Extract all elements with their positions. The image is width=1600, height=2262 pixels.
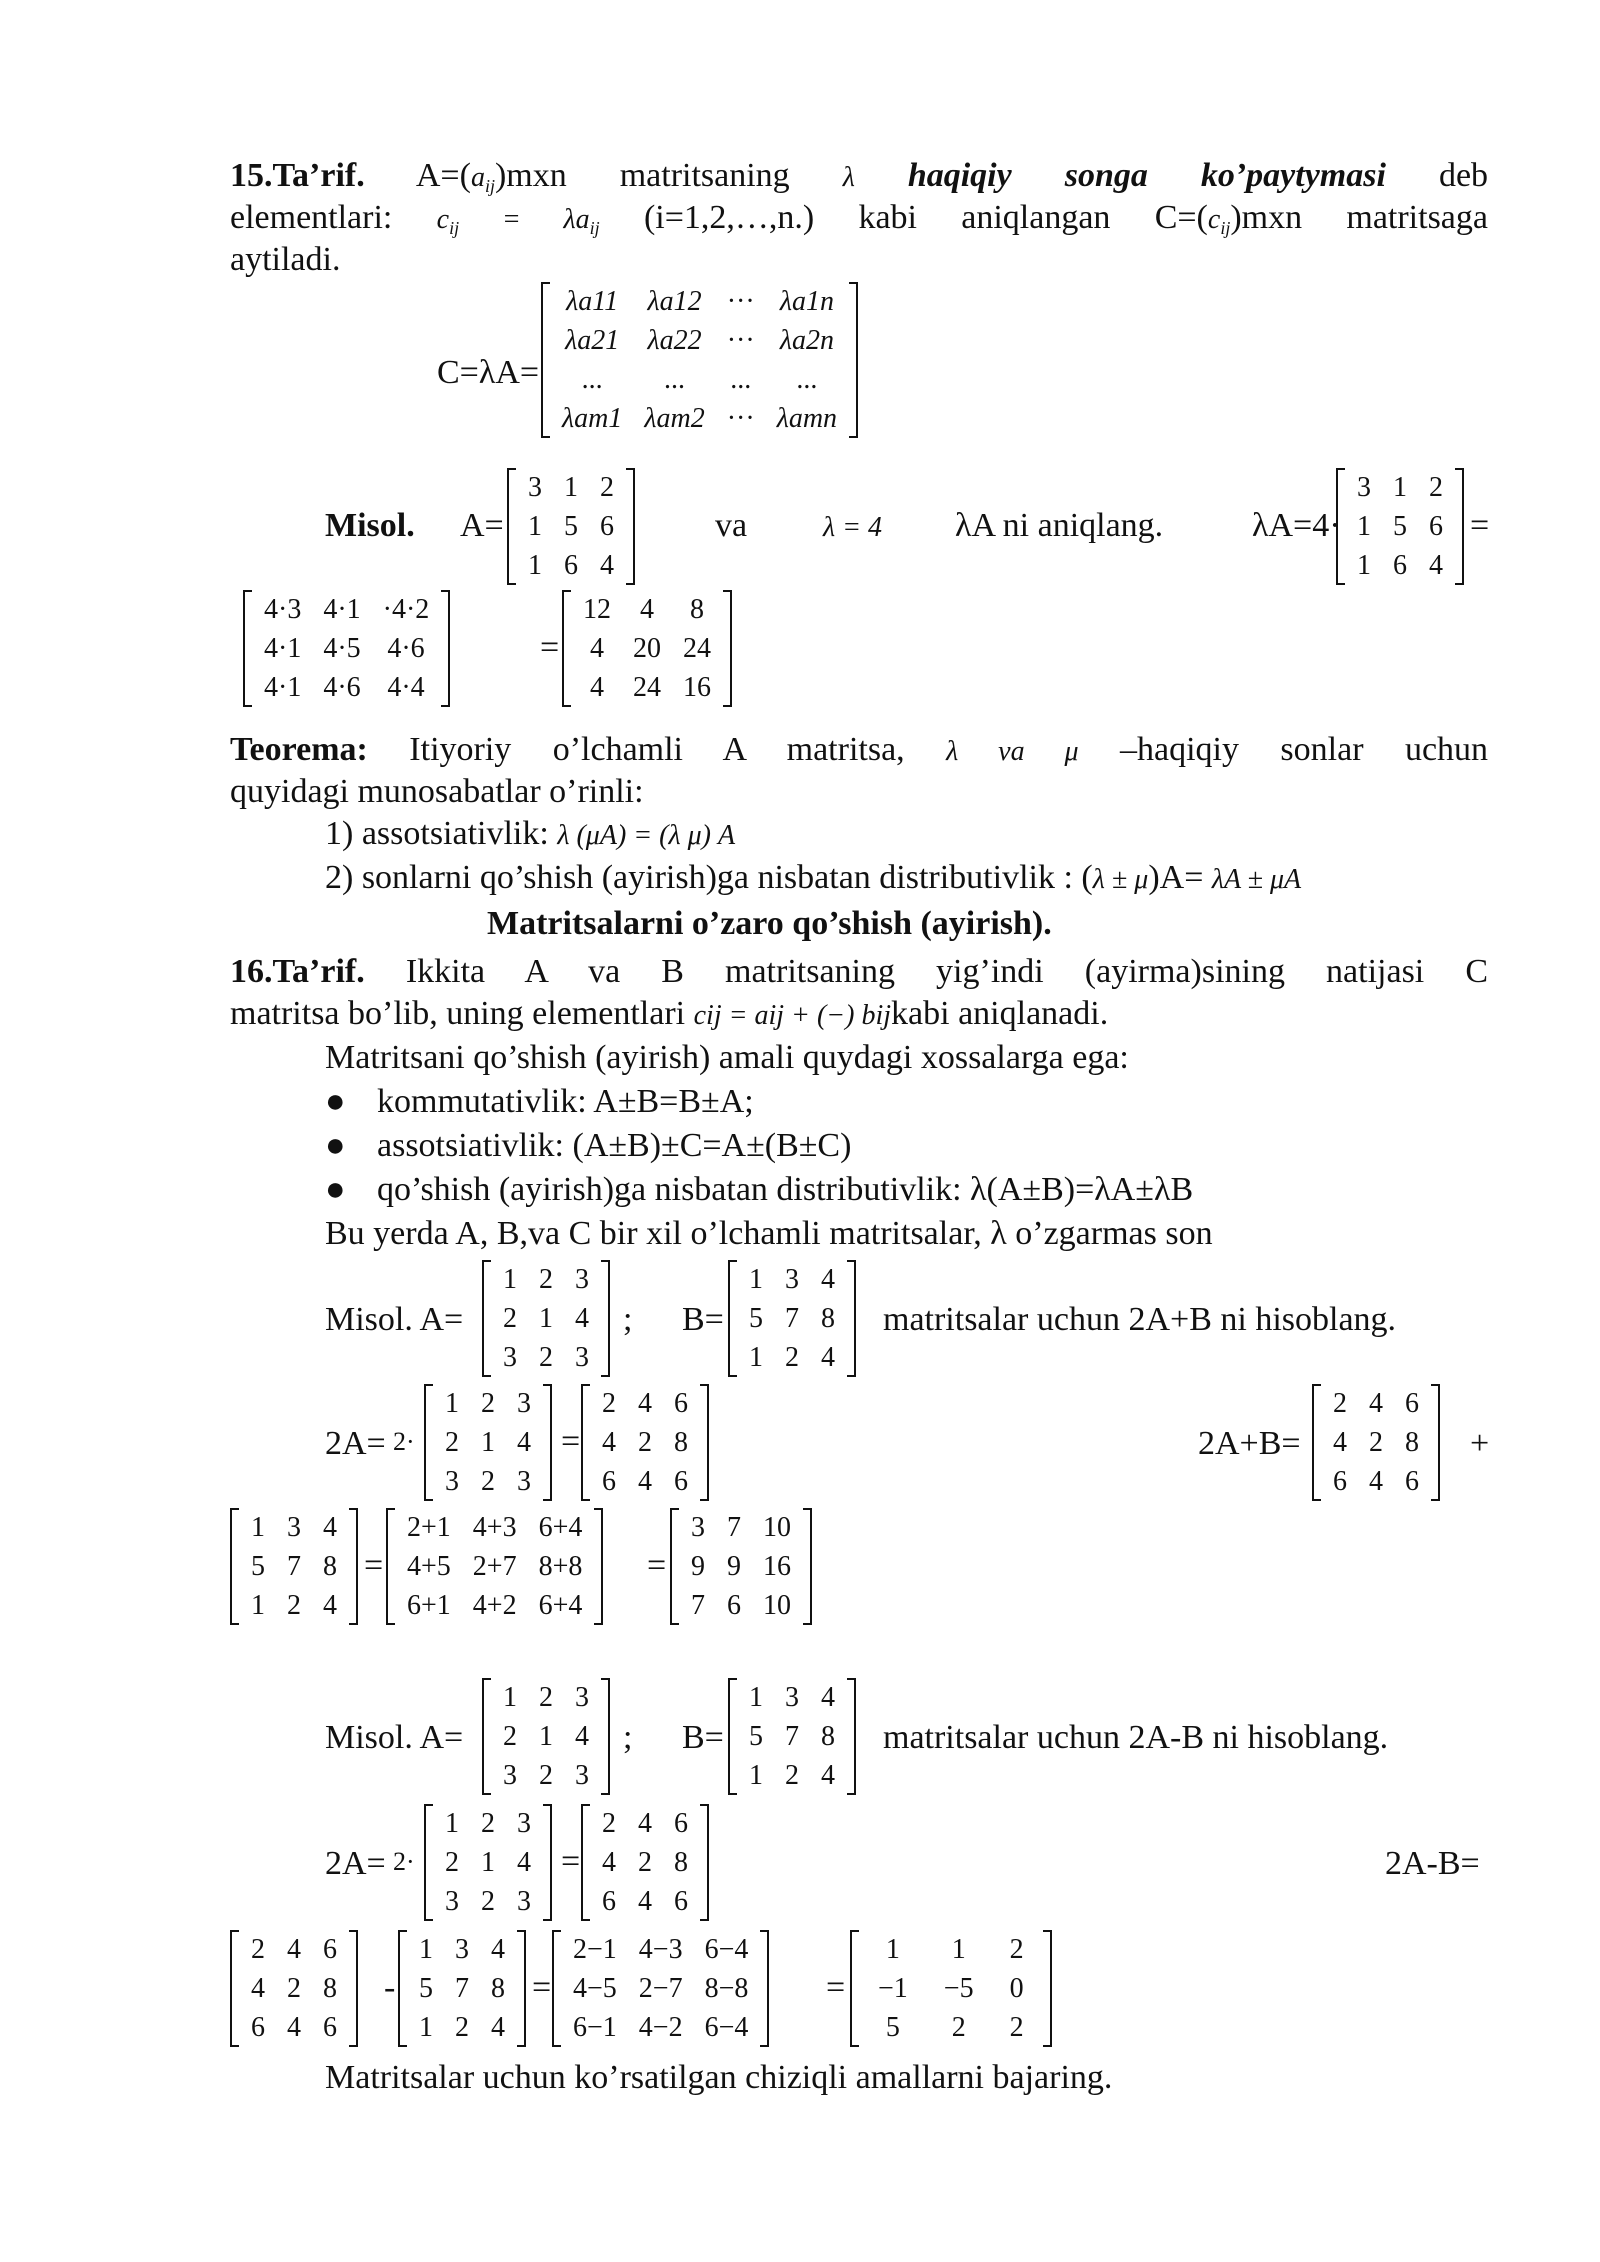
ex3-b-matrix-repeat <box>398 1930 526 2047</box>
cell: 20 <box>633 632 661 664</box>
bullet-dot: ● <box>325 1127 346 1164</box>
cell: 6−4 <box>704 2011 749 2043</box>
cell: 4 <box>1429 549 1443 581</box>
cell: 3 <box>575 1341 589 1373</box>
ex3-eq1: = <box>561 1843 581 1880</box>
cell: 3 <box>575 1681 589 1713</box>
cell: 4 <box>1369 1465 1383 1497</box>
cell: 4 <box>323 1589 337 1621</box>
def16-line1 <box>230 952 1488 992</box>
cell: 7 <box>785 1720 799 1752</box>
theorem-item2-text: 2) sonlarni qo’shish (ayirish)ga nisbatan distributivlik : ( <box>325 859 1093 896</box>
cell: 4·6 <box>323 671 361 703</box>
cell: 3 <box>575 1263 589 1295</box>
ex3-eq2: = <box>532 1969 552 2006</box>
def15-text-l2c: )mxn matritsaga <box>1230 199 1488 236</box>
theorem-item1-text: 1) assotsiativlik: <box>325 815 549 852</box>
cell: 4 <box>590 632 604 664</box>
ex3-semicolon: ; <box>623 1719 633 1756</box>
ex1-a-matrix <box>507 468 635 585</box>
cell: 6 <box>1429 510 1443 542</box>
def16-text: Ikkita A va B matritsaning yig’indi (ayirma)sining natijasi C <box>405 953 1488 990</box>
ex2-plus: + <box>1470 1425 1490 1462</box>
cell: 8+8 <box>538 1550 583 1582</box>
cell: 6 <box>564 549 578 581</box>
ex2-2a-a-matrix <box>424 1384 552 1501</box>
cell: 2 <box>287 1589 301 1621</box>
cell: 4+2 <box>472 1589 517 1621</box>
def16-line3: Matritsani qo’shish (ayirish) amali quydagi xossalarga ega: <box>325 1039 1129 1076</box>
cell: 6 <box>674 1387 688 1419</box>
final-instruction: Matritsalar uchun ko’rsatilgan chiziqli amallarni bajaring. <box>325 2059 1113 2096</box>
cell: 4 <box>323 1511 337 1543</box>
def15-elements-text: elementlari: <box>230 199 393 236</box>
ex2-eq3: = <box>647 1547 667 1584</box>
ex3-2a-a-matrix <box>424 1804 552 1921</box>
cell: 1 <box>445 1807 459 1839</box>
cell: 2+1 <box>407 1511 451 1543</box>
cell: 8 <box>491 1972 505 2004</box>
cell: −5 <box>943 1972 974 2004</box>
cell: 5 <box>749 1302 763 1334</box>
cell: 1 <box>251 1511 265 1543</box>
cell: 4 <box>638 1387 652 1419</box>
def16-text-b: kabi aniqlanadi. <box>891 995 1109 1032</box>
ex1-result-matrix <box>562 590 732 707</box>
cell: 2 <box>445 1426 459 1458</box>
def15-line3: aytiladi. <box>230 241 341 278</box>
cell: ... <box>796 363 818 395</box>
ex1-a-label: A= <box>460 507 504 544</box>
ex2-sum-label: 2A+B= <box>1198 1425 1301 1462</box>
cell: 1 <box>564 471 578 503</box>
def16-formula: cij = aij + (−) bij <box>693 1000 892 1031</box>
ex1-va: va <box>715 507 748 544</box>
cell: 6 <box>674 1465 688 1497</box>
lambda-symbol: λ <box>842 162 855 193</box>
cell: 4·6 <box>387 632 425 664</box>
cell: 8−8 <box>704 1972 749 2004</box>
cell: 1 <box>749 1681 763 1713</box>
cell: ··· <box>726 285 755 317</box>
cell: 2 <box>445 1846 459 1878</box>
cell: 6 <box>1333 1465 1347 1497</box>
cell: 1 <box>481 1426 495 1458</box>
def15-text-l2b: (i=1,2,…,n.) kabi aniqlangan C=( <box>643 199 1208 236</box>
theorem-math: λ va μ <box>946 736 1079 767</box>
cell: 6+4 <box>538 1511 583 1543</box>
ex2-result-matrix <box>670 1508 812 1625</box>
cell: 24 <box>683 632 711 664</box>
ex1-step-matrix <box>243 590 450 707</box>
cell: 4 <box>491 1933 505 1965</box>
cell: 8 <box>674 1426 688 1458</box>
def15-line2 <box>230 198 1488 240</box>
cell: 4+3 <box>472 1511 517 1543</box>
cell: 1 <box>749 1759 763 1791</box>
cell: 4 <box>821 1759 835 1791</box>
ex2-eq2: = <box>364 1547 384 1584</box>
cij-symbol: $c_{ij}$ <box>1207 204 1231 238</box>
cell: 1 <box>419 2011 433 2043</box>
cell: 4 <box>287 1933 301 1965</box>
theorem-item1-math: λ (μA) = (λ μ) A <box>557 820 736 851</box>
ex3-two: 2· <box>393 1847 415 1876</box>
ex1-lambda: λ = 4 <box>823 512 883 543</box>
cell: 6−1 <box>573 2011 617 2043</box>
theorem-text: Itiyoriy o’lchamli A matritsa, <box>409 731 905 768</box>
cell: λam2 <box>644 402 705 434</box>
ex3-diff-matrix <box>552 1930 769 2047</box>
cell: 3 <box>785 1263 799 1295</box>
theorem-item1 <box>325 814 735 856</box>
ex3-diff-label: 2A-B= <box>1385 1845 1480 1882</box>
def16-line2 <box>230 994 1108 1036</box>
cell: 16 <box>763 1550 791 1582</box>
ex2-b-label: B= <box>682 1301 724 1338</box>
cell: 4 <box>517 1846 531 1878</box>
cell: 2 <box>600 471 614 503</box>
cell: 1 <box>539 1720 553 1752</box>
cell: 2 <box>539 1263 553 1295</box>
theorem-item2-math: λ ± μ <box>1092 864 1149 895</box>
cell: λa21 <box>565 324 620 356</box>
cell: 8 <box>690 593 704 625</box>
ex2-sum-2a-matrix <box>1312 1384 1440 1501</box>
ex3-b-label: B= <box>682 1719 724 1756</box>
def15-line1 <box>230 156 1488 198</box>
def16-note: Bu yerda A, B,va C bir xil o’lchamli matritsalar, λ o’zgarmas son <box>325 1215 1213 1252</box>
cell: 8 <box>323 1972 337 2004</box>
ex3-2a-matrix <box>581 1804 709 1921</box>
cell: 2 <box>1009 2011 1024 2043</box>
cell: 1 <box>445 1387 459 1419</box>
cell: 6 <box>1405 1387 1419 1419</box>
cell: 3 <box>503 1759 517 1791</box>
cell: 4 <box>600 549 614 581</box>
cell: ··· <box>726 402 755 434</box>
ex2-semicolon: ; <box>623 1301 633 1338</box>
cell: 6 <box>600 510 614 542</box>
ex2-sum-matrix <box>386 1508 603 1625</box>
cell: 1 <box>539 1302 553 1334</box>
cell: 3 <box>1357 471 1371 503</box>
cell: 9 <box>691 1550 705 1582</box>
ex3-label: Misol. A= <box>325 1719 464 1756</box>
cell: 1 <box>503 1681 517 1713</box>
cell: 1 <box>419 1933 433 1965</box>
ex2-eq1: = <box>561 1423 581 1460</box>
ex1-a-matrix-repeat <box>1336 468 1464 585</box>
cell: 5 <box>749 1720 763 1752</box>
ex1-label <box>325 506 415 546</box>
cell: λa11 <box>566 285 619 317</box>
ex1-res-label: λA=4· <box>1252 507 1341 544</box>
ex3-2a-matrix-repeat <box>230 1930 358 2047</box>
cell: 2 <box>1009 1933 1024 1965</box>
ex2-task: matritsalar uchun 2A+B ni hisoblang. <box>883 1301 1397 1338</box>
cell: 1 <box>1357 549 1371 581</box>
ex3-task: matritsalar uchun 2A-B ni hisoblang. <box>883 1719 1389 1756</box>
cell: 0 <box>1009 1972 1024 2004</box>
cell: 3 <box>287 1511 301 1543</box>
bullet-item-2: assotsiativlik: (A±B)±C=A±(B±C) <box>377 1127 852 1164</box>
cell: 10 <box>763 1589 791 1621</box>
theorem-line1 <box>230 730 1488 772</box>
cell: 1 <box>528 549 542 581</box>
cell: 4 <box>602 1846 616 1878</box>
cell: 8 <box>821 1302 835 1334</box>
cell: 6 <box>674 1807 688 1839</box>
cell: 9 <box>727 1550 741 1582</box>
cell: 12 <box>583 593 611 625</box>
cell: 4 <box>287 2011 301 2043</box>
ex2-two: 2· <box>393 1427 415 1456</box>
ex2-label: Misol. A= <box>325 1301 464 1338</box>
cell: 1 <box>528 510 542 542</box>
cell: 4 <box>1369 1387 1383 1419</box>
cell: 4 <box>251 1972 265 2004</box>
cell: 2−7 <box>638 1972 683 2004</box>
cell: 4·5 <box>323 632 361 664</box>
cell: 6−4 <box>704 1933 749 1965</box>
cell: 1 <box>251 1589 265 1621</box>
cell: 3 <box>517 1807 531 1839</box>
cell: 6 <box>1405 1465 1419 1497</box>
cell: 10 <box>763 1511 791 1543</box>
cell: 4 <box>602 1426 616 1458</box>
cell: 2 <box>951 2011 966 2043</box>
cell: 4 <box>638 1885 652 1917</box>
cell: 3 <box>691 1511 705 1543</box>
c-lambda-label: C=λA= <box>437 354 540 391</box>
cell: 5 <box>885 2011 900 2043</box>
cell: 4 <box>638 1465 652 1497</box>
cell: 4 <box>491 2011 505 2043</box>
theorem-line2: quyidagi munosabatlar o’rinli: <box>230 773 644 810</box>
bullet-dot: ● <box>325 1171 346 1208</box>
cell: 3 <box>503 1341 517 1373</box>
ex2-b-matrix-repeat <box>230 1508 358 1625</box>
cell: 1 <box>1393 471 1407 503</box>
cell: 1 <box>503 1263 517 1295</box>
cell: 4·3 <box>264 593 302 625</box>
cell: ... <box>664 363 686 395</box>
cell: 3 <box>517 1885 531 1917</box>
cell: 3 <box>575 1759 589 1791</box>
cell: 1 <box>1357 510 1371 542</box>
def16-label: 16.Ta’rif. <box>230 953 365 990</box>
ex2-a-matrix <box>482 1260 610 1377</box>
cell: 2 <box>785 1341 799 1373</box>
cell: 8 <box>1405 1426 1419 1458</box>
cell: 4 <box>590 671 604 703</box>
cell: 4·4 <box>387 671 425 703</box>
def15-text-a: A=( <box>415 157 471 194</box>
ex1-eq2: = <box>540 629 560 666</box>
cell: λa2n <box>779 324 834 356</box>
cell: 7 <box>455 1972 469 2004</box>
cell: λamn <box>776 402 838 434</box>
ex2-b-matrix <box>728 1260 856 1377</box>
def15-label: 15.Ta’rif. <box>230 157 365 194</box>
cell: 4 <box>575 1302 589 1334</box>
cell: 5 <box>251 1550 265 1582</box>
cell: 2 <box>602 1387 616 1419</box>
cell: 6 <box>323 1933 337 1965</box>
cell: 2 <box>638 1846 652 1878</box>
cell: 6+4 <box>538 1589 583 1621</box>
cell: ··· <box>726 324 755 356</box>
cell: 1 <box>481 1846 495 1878</box>
cell: 6 <box>251 2011 265 2043</box>
c-matrix <box>541 282 858 438</box>
section-heading <box>487 904 1052 944</box>
cell: 2 <box>251 1933 265 1965</box>
cell: 3 <box>517 1387 531 1419</box>
cell: λa1n <box>779 285 834 317</box>
cell: 6 <box>674 1885 688 1917</box>
cell: 7 <box>727 1511 741 1543</box>
cell: 4·1 <box>264 632 302 664</box>
cell: 4−2 <box>638 2011 683 2043</box>
cell: 3 <box>445 1885 459 1917</box>
theorem-item2-text-end: )A= <box>1148 859 1204 896</box>
ex3-result-matrix <box>850 1930 1052 2047</box>
cell: 24 <box>633 671 661 703</box>
cell: 2 <box>785 1759 799 1791</box>
cell: 2+7 <box>472 1550 517 1582</box>
theorem-item2 <box>325 858 1301 900</box>
cell: 6 <box>727 1589 741 1621</box>
cell: 2−1 <box>573 1933 617 1965</box>
theorem-item2-math2: λA ± μA <box>1211 864 1302 895</box>
cell: 7 <box>691 1589 705 1621</box>
cell: λam1 <box>562 402 623 434</box>
cell: 7 <box>287 1550 301 1582</box>
cell: 2 <box>503 1302 517 1334</box>
def15-text-d: deb <box>1438 157 1489 194</box>
cell: 2 <box>1333 1387 1347 1419</box>
cell: 2 <box>455 2011 469 2043</box>
cell: 2 <box>602 1807 616 1839</box>
cell: 4 <box>821 1263 835 1295</box>
cell: 6 <box>602 1465 616 1497</box>
bullet-item-1: kommutativlik: A±B=B±A; <box>377 1083 754 1120</box>
cell: 3 <box>455 1933 469 1965</box>
cell: −1 <box>878 1972 908 2004</box>
cell: 2 <box>481 1387 495 1419</box>
ex1-task <box>955 506 1163 546</box>
cell: 2 <box>481 1885 495 1917</box>
def16-text-a: matritsa bo’lib, uning elementlari <box>230 995 686 1032</box>
cell: 2 <box>539 1341 553 1373</box>
cell: ·4·2 <box>382 593 430 625</box>
cell: 2 <box>481 1807 495 1839</box>
cell: 5 <box>564 510 578 542</box>
cell: 4 <box>821 1341 835 1373</box>
theorem-text-end: –haqiqiy sonlar uchun <box>1120 731 1489 768</box>
cell: 6 <box>1393 549 1407 581</box>
cell: 6 <box>323 2011 337 2043</box>
def15-text-b: )mxn matritsaning <box>494 157 790 194</box>
ex1-eq1: = <box>1470 507 1490 544</box>
cell: 5 <box>1393 510 1407 542</box>
cell: 4·1 <box>323 593 361 625</box>
cij-formula: $c_{ij} = \lambda a_{ij}$ <box>436 204 600 238</box>
ex3-2a-label: 2A= <box>325 1845 386 1882</box>
cell: 6+1 <box>407 1589 451 1621</box>
cell: 2 <box>539 1681 553 1713</box>
cell: 8 <box>674 1846 688 1878</box>
cell: 4+5 <box>407 1550 451 1582</box>
cell: 4 <box>517 1426 531 1458</box>
cell: λa22 <box>647 324 702 356</box>
bullet-dot: ● <box>325 1083 346 1120</box>
cell: 4 <box>575 1720 589 1752</box>
ex1-task-text: λA ni aniqlang. <box>955 507 1164 544</box>
cell: 3 <box>785 1681 799 1713</box>
cell: 1 <box>951 1933 966 1965</box>
cell: 2 <box>287 1972 301 2004</box>
cell: 6 <box>602 1885 616 1917</box>
cell: 16 <box>683 671 711 703</box>
theorem-label: Teorema: <box>230 731 368 768</box>
cell: λa12 <box>647 285 702 317</box>
cell: 4 <box>821 1681 835 1713</box>
cell: ... <box>581 363 603 395</box>
ex2-2a-matrix <box>581 1384 709 1501</box>
cell: 2 <box>1429 471 1443 503</box>
cell: 1 <box>885 1933 900 1965</box>
ex1-label-text: Misol. <box>325 507 415 544</box>
cell: 3 <box>528 471 542 503</box>
cell: 7 <box>785 1302 799 1334</box>
cell: 4−5 <box>573 1972 617 2004</box>
cell: 5 <box>419 1972 433 2004</box>
ex3-b-matrix <box>728 1678 856 1795</box>
ex3-eq3: = <box>826 1969 846 2006</box>
cell: 2 <box>503 1720 517 1752</box>
cell: 4·1 <box>264 671 302 703</box>
cell: 1 <box>749 1341 763 1373</box>
bullet-item-3: qo’shish (ayirish)ga nisbatan distributivlik: λ(A±B)=λA±λB <box>377 1171 1194 1208</box>
cell: 1 <box>749 1263 763 1295</box>
cell: 4 <box>1333 1426 1347 1458</box>
aij-symbol: $a_{ij}$ <box>470 162 495 196</box>
cell: ... <box>730 363 752 395</box>
cell: 4 <box>640 593 654 625</box>
cell: 3 <box>517 1465 531 1497</box>
cell: 2 <box>1369 1426 1383 1458</box>
ex3-minus: - <box>384 1969 396 2006</box>
section-heading-text: Matritsalarni o’zaro qo’shish (ayirish). <box>487 905 1052 942</box>
cell: 4−3 <box>638 1933 683 1965</box>
ex2-2a-label: 2A= <box>325 1425 386 1462</box>
cell: 4 <box>638 1807 652 1839</box>
cell: 8 <box>821 1720 835 1752</box>
cell: 2 <box>481 1465 495 1497</box>
ex3-a-matrix <box>482 1678 610 1795</box>
cell: 3 <box>445 1465 459 1497</box>
cell: 8 <box>323 1550 337 1582</box>
cell: 2 <box>638 1426 652 1458</box>
cell: 2 <box>539 1759 553 1791</box>
def15-term: haqiqiy songa ko’paytymasi <box>907 157 1386 194</box>
